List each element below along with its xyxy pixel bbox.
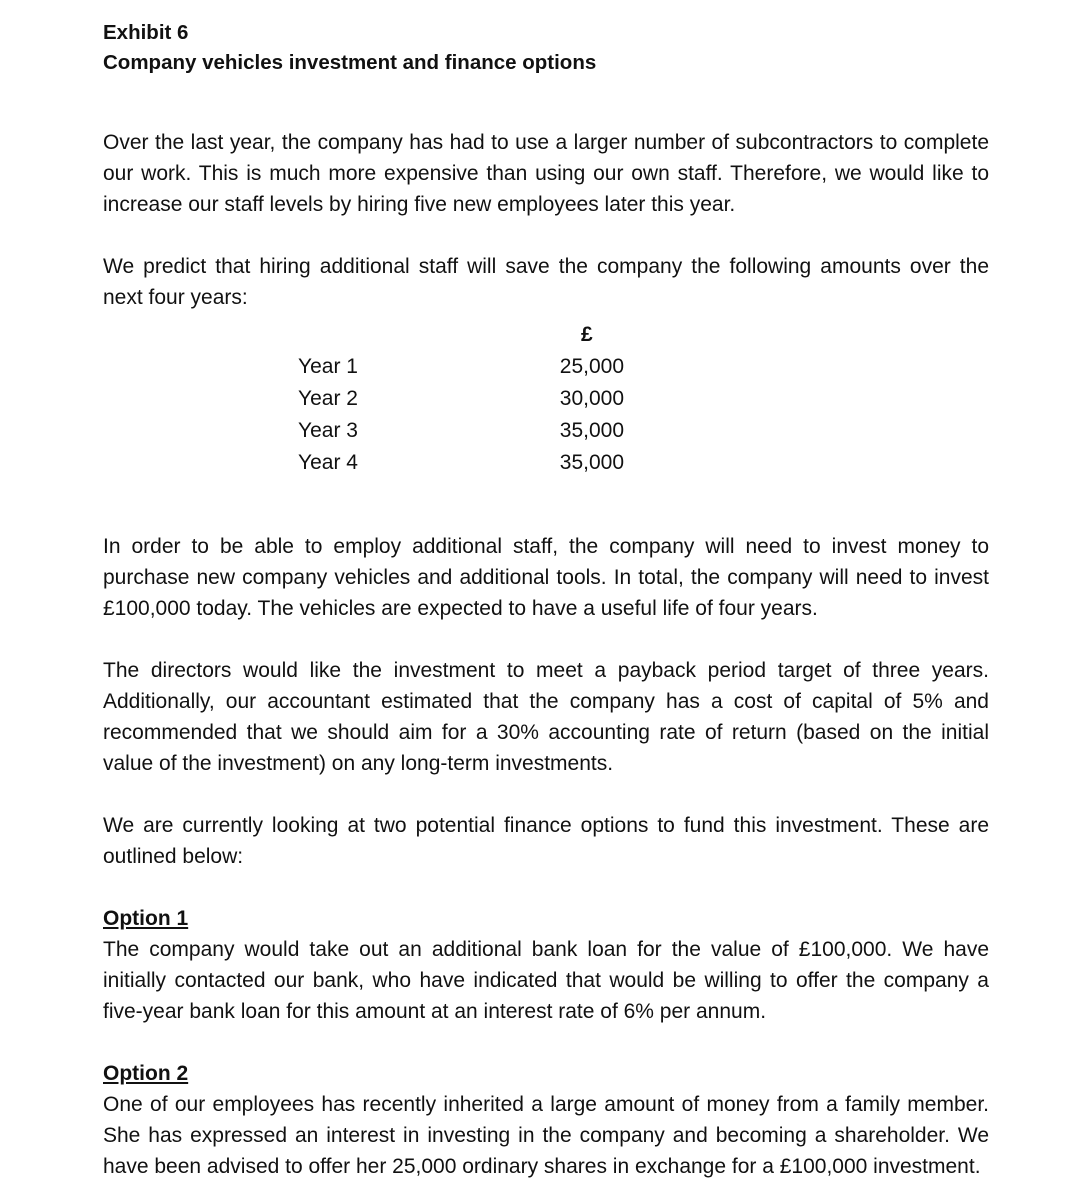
- savings-year: Year 2: [298, 387, 358, 410]
- savings-amount: 35,000: [559, 451, 624, 474]
- option-1-section: [103, 903, 989, 1027]
- targets-paragraph: The directors would like the investment to meet a payback period target of three years. Additionally, our accountant estimated that the company has a cost of capital of 5% and recommended that we should aim for a 30% accounting rate of return (based on the initial value of the investment) on any long-term investments.: [103, 659, 989, 775]
- savings-year: Year 3: [298, 419, 358, 442]
- option-2-heading: Option 2: [103, 1062, 189, 1085]
- exhibit-label: Exhibit 6: [103, 21, 189, 44]
- investment-paragraph: In order to be able to employ additional staff, the company will need to invest money to purchase new company vehicles and additional tools. In total, the company will need to invest £100,000 today. The vehicles are expected to have a useful life of four years.: [103, 535, 989, 620]
- savings-currency-header: £: [581, 323, 593, 346]
- option-1-text: The company would take out an additional bank loan for the value of £100,000. We have initially contacted our bank, who have indicated that would be willing to offer the company a five-year bank loan for this amount at an interest rate of 6% per annum.: [103, 938, 989, 1023]
- intro-paragraph: Over the last year, the company has had to use a larger number of subcontractors to complete our work. This is much more expensive than using our own staff. Therefore, we would like to increase our staff levels by hiring five new employees later this year.: [103, 131, 989, 216]
- savings-amount: 25,000: [559, 355, 624, 378]
- savings-row: [103, 415, 989, 447]
- savings-year: Year 4: [298, 451, 358, 474]
- prediction-paragraph: We predict that hiring additional staff will save the company the following amounts over the next four years:: [103, 255, 989, 309]
- savings-row: [103, 351, 989, 383]
- finance-paragraph: We are currently looking at two potential finance options to fund this investment. These are outlined below:: [103, 814, 989, 868]
- savings-row: [103, 383, 989, 415]
- savings-table: [103, 319, 989, 487]
- savings-row: [103, 447, 989, 479]
- document-page: [103, 18, 989, 1182]
- option-1-heading: Option 1: [103, 907, 189, 930]
- savings-year: Year 1: [298, 355, 358, 378]
- savings-amount: 30,000: [559, 387, 624, 410]
- option-2-section: [103, 1058, 989, 1182]
- savings-amount: 35,000: [559, 419, 624, 442]
- option-2-text: One of our employees has recently inherited a large amount of money from a family member. She has expressed an interest in investing in the company and becoming a shareholder. We have been advised to offer her 25,000 ordinary shares in exchange for a £100,000 investment.: [103, 1093, 989, 1178]
- exhibit-title: Company vehicles investment and finance options: [103, 51, 597, 74]
